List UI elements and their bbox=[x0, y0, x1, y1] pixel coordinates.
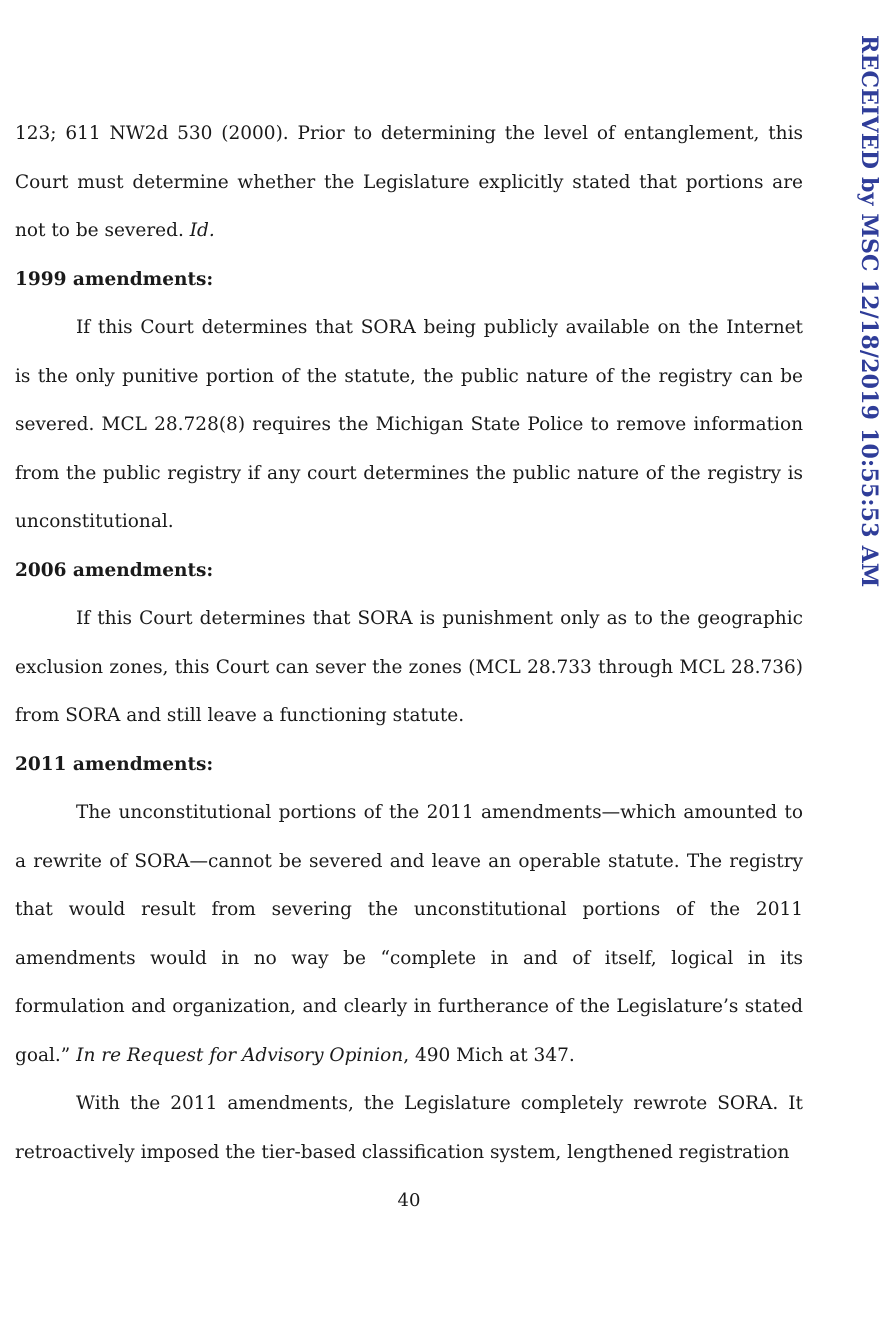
citation-tail: , 490 Mich at 347. bbox=[403, 1044, 575, 1066]
paragraph-text: 123; 611 NW2d 530 (2000). Prior to determining the level of entanglement, this Court must determine whether the Legislature explicitly stated that portions are not to be severed. bbox=[15, 123, 803, 241]
paragraph-2006: If this Court determines that SORA is punishment only as to the geographic exclusion zones, this Court can sever the zones (MCL 28.733 through MCL 28.736) from SORA and still leave a functioning statute. bbox=[15, 608, 803, 726]
body-text bbox=[15, 110, 803, 1177]
page-number: 40 bbox=[397, 1190, 421, 1211]
heading-2011-amendments: 2011 amendments: bbox=[15, 753, 214, 775]
paragraph-last: With the 2011 amendments, the Legislature completely rewrote SORA. It retroactively imposed the tier-based classification system, lengthened registration bbox=[15, 1093, 803, 1163]
heading-2006-amendments: 2006 amendments: bbox=[15, 559, 214, 581]
heading-1999-amendments: 1999 amendments: bbox=[15, 268, 214, 290]
citation-id: Id. bbox=[189, 220, 215, 241]
paragraph-1999: If this Court determines that SORA being publicly available on the Internet is the only punitive portion of the statute, the public nature of the registry can be severed. MCL 28.728(8) requires the Michigan State Police to remove information from the public registry if any court determines the public nature of the registry is unconstitutional. bbox=[15, 317, 803, 532]
paragraph-2011 bbox=[15, 789, 803, 1080]
case-citation: In re Request for Advisory Opinion bbox=[76, 1044, 404, 1066]
paragraph-continued bbox=[15, 110, 803, 256]
received-stamp: RECEIVED by MSC 12/18/2019 10:55:53 AM bbox=[856, 35, 882, 588]
paragraph-text: The unconstitutional portions of the 2011 amendments—which amounted to a rewrite of SORA—cannot be severed and leave an operable statute. The registry that would result from severing the unconstitutional portions of the 2011 amendments would in no way be “complete in and of itself, logical in its formulation and organization, and clearly in furtherance of the Legislature’s stated goal.” bbox=[15, 802, 803, 1066]
